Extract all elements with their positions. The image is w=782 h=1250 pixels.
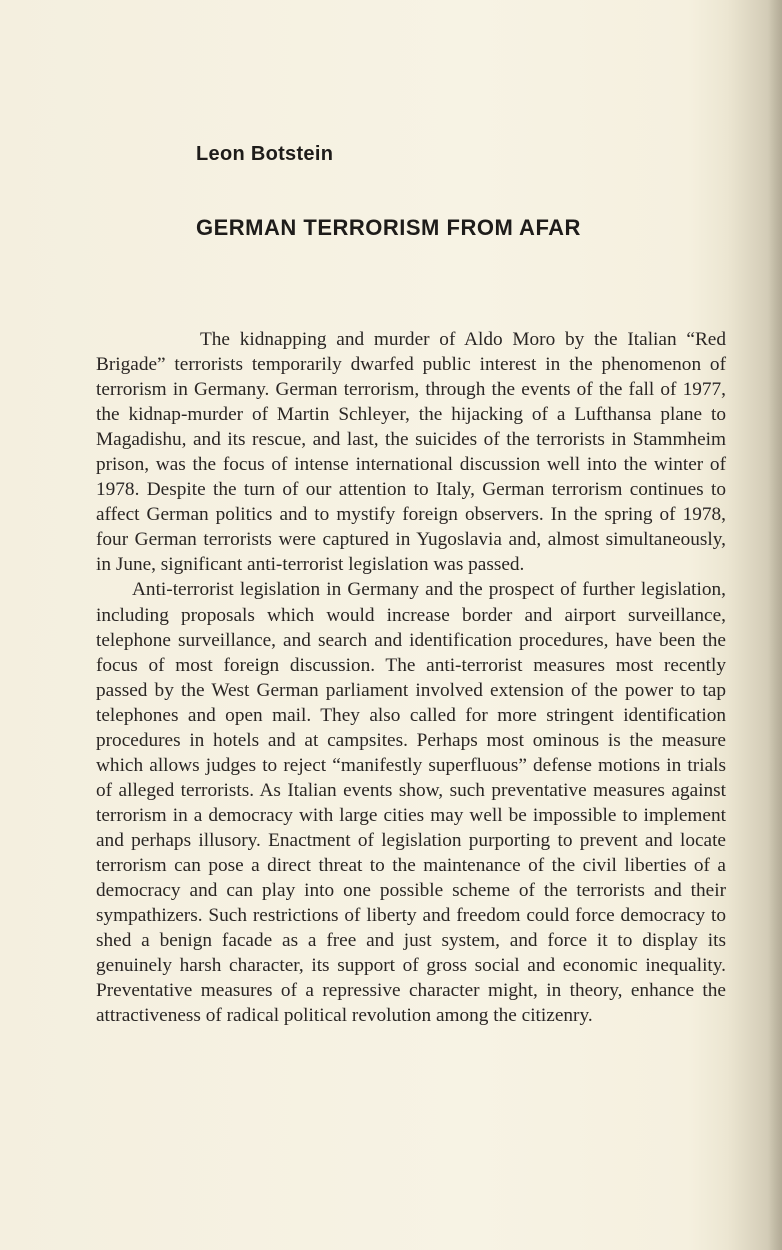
author-name: Leon Botstein xyxy=(196,143,334,165)
paragraph-1: The kidnapping and murder of Aldo Moro by the Italian “Red Brigade” terrorists temporarily dwarfed public interest in the phenomenon of terrorism in Germany. German terrorism, through the events of the fall of 1977, the kidnap-murder of Martin Schleyer, the hijacking of a Lufthansa plane to Magadishu, and its rescue, and last, the suicides of the terrorists in Stammheim prison, was the focus of intense international discussion well into the winter of 1978. Despite the turn of our attention to Italy, German terrorism continues to affect German politics and to mystify foreign observers. In the spring of 1978, four German terrorists were captured in Yugoslavia and, almost simultaneously, in June, significant anti-terrorist legislation was passed. xyxy=(96,329,726,576)
article-title: GERMAN TERRORISM FROM AFAR xyxy=(196,215,581,240)
paragraph-2: Anti-terrorist legislation in Germany and the prospect of further legislation, including proposals which would increase border and airport surveillance, telephone surveillance, and search and identification procedures, have been the focus of most foreign discussion. The anti-terrorist measures most recently passed by the West German parliament involved extension of the power to tap telephones and open mail. They also called for more stringent identification procedures in hotels and at campsites. Perhaps most ominous is the measure which allows judges to reject “manifestly superfluous” defense motions in trials of alleged terrorists. As Italian events show, such preventative measures against terrorism in a democracy with large cities may well be impossible to implement and perhaps illusory. Enactment of legislation purporting to prevent and locate terrorism can pose a direct threat to the maintenance of the civil liberties of a democracy and can play into one possible scheme of the terrorists and their sympathizers. Such restrictions of liberty and freedom could force democracy to shed a benign facade as a free and just system, and force it to display its genuinely harsh character, its support of gross social and economic inequality. Preventative measures of a repressive character might, in theory, enhance the attractiveness of radical political revolution among the citizenry. xyxy=(96,579,726,1027)
article-body xyxy=(96,327,726,1028)
binding-shadow xyxy=(768,0,782,1250)
